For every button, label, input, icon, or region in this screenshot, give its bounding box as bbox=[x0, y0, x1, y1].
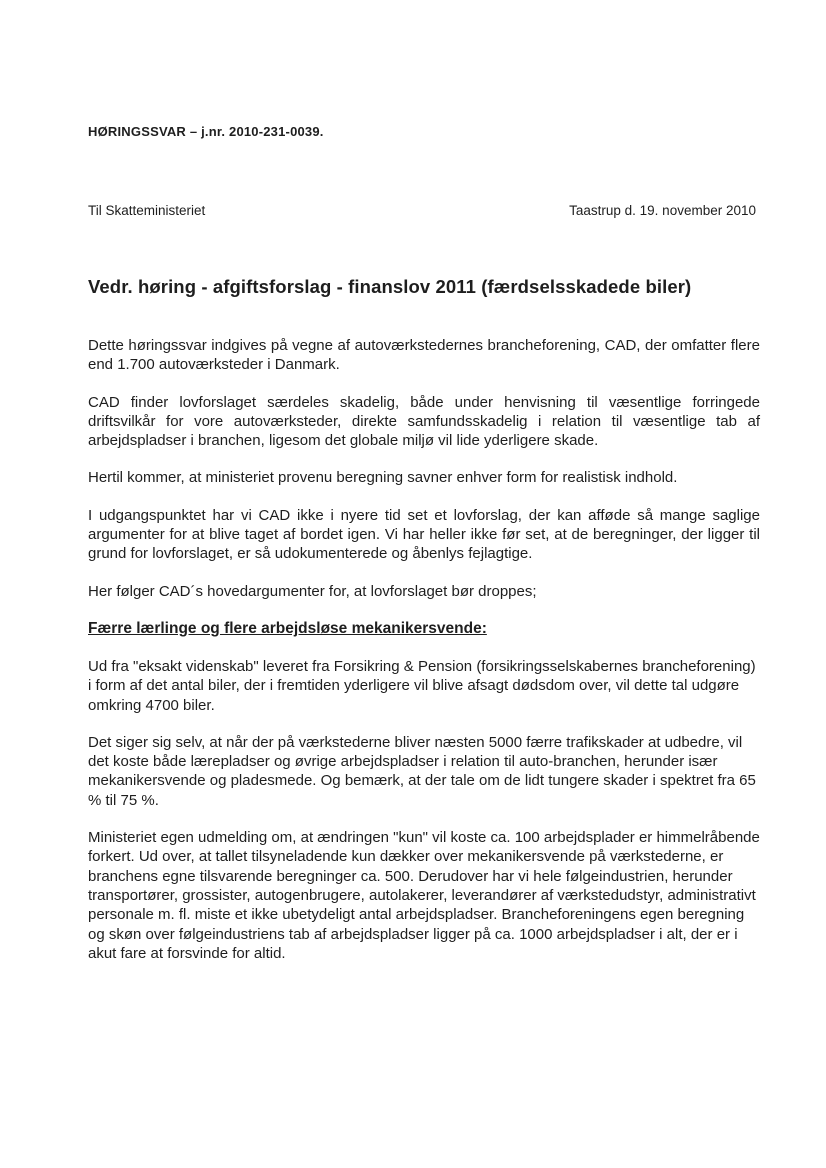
place-and-date: Taastrup d. 19. november 2010 bbox=[569, 203, 756, 218]
section-paragraph-jobs: Ministeriet egen udmelding om, at ændringen "kun" vil koste ca. 100 arbejdsplader er himmelråbende forkert. Ud over, at tallet tilsyneladende kun dækker over mekanikersvende på værkstederne, er branchens egne tilsvarende beregninger ca. 500. Derudover har vi hele følgeindustrien, herunder transportører, grossister, autogenbrugere, autolakerer, leverandører af værkstedudstyr, administrativt personale m. fl. miste et ikke ubetydeligt antal arbejdspladser. Brancheforeningens egen beregning og skøn over følgeindustriens tab af arbejdspladser ligger på ca. 1000 arbejdspladser i alt, der er i akut fare at forsvinde for altid. bbox=[88, 829, 760, 962]
section-paragraph-workshops: Det siger sig selv, at når der på værkstederne bliver næsten 5000 færre trafikskader at udbedre, vil det koste både lærepladser og øvrige arbejdspladser i relation til auto-branchen, herunder især mekanikersvende og pladesmede. Og bemærk, at der tale om de lidt tungere skader i spektret fra 65 % til 75 %. bbox=[88, 733, 756, 809]
paragraph-assessment: CAD finder lovforslaget særdeles skadelig, både under henvisning til væsentlige forringede driftsvilkår for vore autoværksteder, direkte samfundsskadelig i relation til væsentlige tab af arbejdspladser i branchen, ligesom det globale miljø vil lide yderligere skade. bbox=[88, 393, 760, 450]
section-heading: Færre lærlinge og flere arbejdsløse mekanikersvende: bbox=[88, 619, 487, 637]
paragraph-intro: Dette høringssvar indgives på vegne af autoværkstedernes brancheforening, CAD, der omfatter flere end 1.700 autoværksteder i Danmark. bbox=[88, 337, 760, 374]
paragraph-revenue: Hertil kommer, at ministeriet provenu beregning savner enhver form for realistisk indhold. bbox=[88, 469, 678, 487]
subject-heading: Vedr. høring - afgiftsforslag - finanslov 2011 (færdselsskadede biler) bbox=[88, 276, 692, 297]
paragraph-arguments: I udgangspunktet har vi CAD ikke i nyere tid set et lovforslag, der kan afføde så mange saglige argumenter for at blive taget af bordet igen. Vi har heller ikke før set, at de beregninger, der ligger til grund for lovforslaget, er så udokumenterede og åbenlys fejlagtige. bbox=[88, 506, 760, 563]
addressee: Til Skatteministeriet bbox=[88, 203, 206, 218]
section-paragraph-data: Ud fra "eksakt videnskab" leveret fra Forsikring & Pension (forsikringsselskabernes brancheforening) i form af det antal biler, der i fremtiden yderligere vil blive afsagt dødsdom over, vil dette tal udgøre omkring 4700 biler. bbox=[88, 657, 756, 714]
letter-body bbox=[88, 336, 760, 963]
reference-number: HØRINGSSVAR – j.nr. 2010-231-0039. bbox=[88, 124, 324, 139]
paragraph-lead-in: Her følger CAD´s hovedargumenter for, at lovforslaget bør droppes; bbox=[88, 582, 537, 600]
